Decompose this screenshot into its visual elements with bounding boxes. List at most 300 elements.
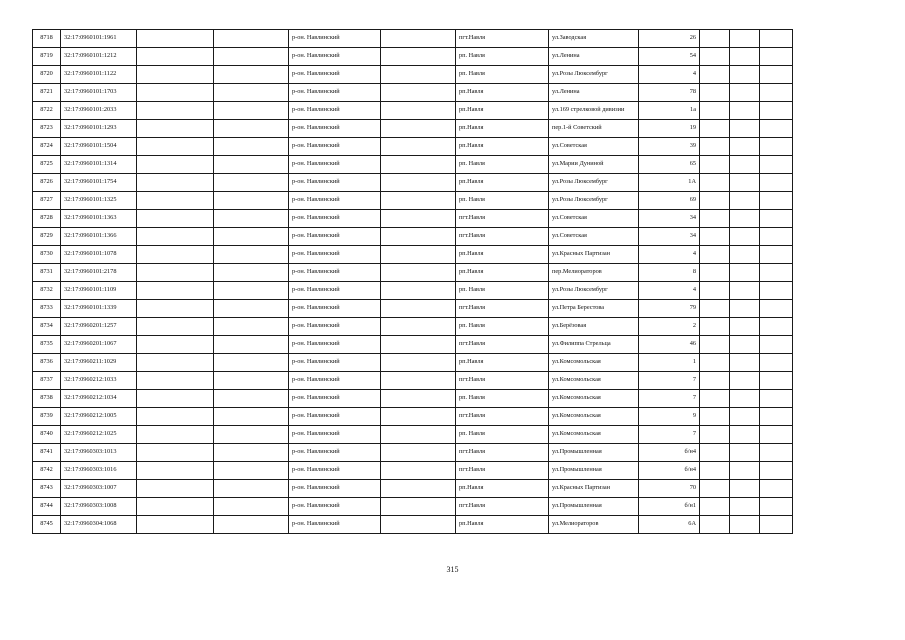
empty-cell <box>760 462 793 480</box>
house-number: 4 <box>639 282 700 300</box>
district: р-он. Навлинский <box>289 516 381 534</box>
table-row <box>33 156 793 174</box>
cadastral-number: 32:17:0960211:1029 <box>61 354 137 372</box>
empty-cell <box>381 480 456 498</box>
district: р-он. Навлинский <box>289 102 381 120</box>
cadastral-number: 32:17:0960303:1013 <box>61 444 137 462</box>
empty-cell <box>760 516 793 534</box>
empty-cell <box>700 426 730 444</box>
empty-cell <box>700 264 730 282</box>
table-row <box>33 30 793 48</box>
settlement: рп. Навля <box>456 282 549 300</box>
cadastral-number: 32:17:0960101:1339 <box>61 300 137 318</box>
settlement: рп.Навля <box>456 264 549 282</box>
house-number: б/н4 <box>639 462 700 480</box>
empty-cell <box>381 156 456 174</box>
cadastral-number: 32:17:0960303:1016 <box>61 462 137 480</box>
empty-cell <box>137 138 214 156</box>
empty-cell <box>730 138 760 156</box>
house-number: 69 <box>639 192 700 210</box>
empty-cell <box>214 264 289 282</box>
empty-cell <box>700 462 730 480</box>
settlement: пгт.Навля <box>456 444 549 462</box>
empty-cell <box>700 102 730 120</box>
record-number: 8743 <box>33 480 61 498</box>
street: ул.Мелиораторов <box>549 516 639 534</box>
empty-cell <box>700 156 730 174</box>
empty-cell <box>214 174 289 192</box>
house-number: 19 <box>639 120 700 138</box>
registry-table <box>32 29 793 534</box>
record-number: 8742 <box>33 462 61 480</box>
settlement: пгт.Навля <box>456 498 549 516</box>
empty-cell <box>137 480 214 498</box>
street: пер.1-й Советский <box>549 120 639 138</box>
empty-cell <box>760 300 793 318</box>
settlement: рп.Навля <box>456 480 549 498</box>
empty-cell <box>730 156 760 174</box>
empty-cell <box>214 30 289 48</box>
empty-cell <box>730 192 760 210</box>
settlement: пгт.Навля <box>456 228 549 246</box>
empty-cell <box>137 354 214 372</box>
house-number: 7 <box>639 426 700 444</box>
street: ул.Розы Люксембург <box>549 66 639 84</box>
empty-cell <box>137 318 214 336</box>
empty-cell <box>381 84 456 102</box>
empty-cell <box>760 30 793 48</box>
street: ул.Ленина <box>549 48 639 66</box>
empty-cell <box>730 300 760 318</box>
empty-cell <box>760 336 793 354</box>
record-number: 8733 <box>33 300 61 318</box>
empty-cell <box>730 498 760 516</box>
record-number: 8745 <box>33 516 61 534</box>
table-row <box>33 300 793 318</box>
record-number: 8744 <box>33 498 61 516</box>
empty-cell <box>730 462 760 480</box>
table-row <box>33 480 793 498</box>
district: р-он. Навлинский <box>289 228 381 246</box>
table-row <box>33 462 793 480</box>
table-row <box>33 138 793 156</box>
empty-cell <box>214 462 289 480</box>
table-row <box>33 444 793 462</box>
table-row <box>33 174 793 192</box>
empty-cell <box>730 408 760 426</box>
settlement: пгт.Навля <box>456 30 549 48</box>
settlement: пгт.Навля <box>456 462 549 480</box>
empty-cell <box>381 48 456 66</box>
record-number: 8728 <box>33 210 61 228</box>
table-row <box>33 426 793 444</box>
empty-cell <box>760 318 793 336</box>
empty-cell <box>760 372 793 390</box>
empty-cell <box>214 426 289 444</box>
house-number: 4 <box>639 246 700 264</box>
table-row <box>33 390 793 408</box>
empty-cell <box>137 156 214 174</box>
house-number: 1 <box>639 354 700 372</box>
street: ул.Промышленная <box>549 462 639 480</box>
empty-cell <box>700 516 730 534</box>
empty-cell <box>730 390 760 408</box>
cadastral-number: 32:17:0960101:1293 <box>61 120 137 138</box>
empty-cell <box>730 354 760 372</box>
empty-cell <box>760 102 793 120</box>
house-number: 65 <box>639 156 700 174</box>
empty-cell <box>730 228 760 246</box>
empty-cell <box>730 264 760 282</box>
table-row <box>33 84 793 102</box>
empty-cell <box>730 120 760 138</box>
empty-cell <box>381 336 456 354</box>
empty-cell <box>137 102 214 120</box>
record-number: 8739 <box>33 408 61 426</box>
district: р-он. Навлинский <box>289 48 381 66</box>
street: ул.Советская <box>549 228 639 246</box>
street: ул.Розы Люксембург <box>549 282 639 300</box>
empty-cell <box>760 138 793 156</box>
record-number: 8719 <box>33 48 61 66</box>
empty-cell <box>700 138 730 156</box>
street: ул.Марии Дуниной <box>549 156 639 174</box>
table-row <box>33 66 793 84</box>
cadastral-number: 32:17:0960303:1007 <box>61 480 137 498</box>
empty-cell <box>730 480 760 498</box>
street: ул.Розы Люксембург <box>549 174 639 192</box>
house-number: 34 <box>639 210 700 228</box>
empty-cell <box>700 282 730 300</box>
street: ул.Промышленная <box>549 498 639 516</box>
settlement: рп.Навля <box>456 354 549 372</box>
empty-cell <box>137 462 214 480</box>
empty-cell <box>760 192 793 210</box>
cadastral-number: 32:17:0960303:1008 <box>61 498 137 516</box>
street: ул.Советская <box>549 138 639 156</box>
empty-cell <box>381 30 456 48</box>
cadastral-number: 32:17:0960201:1067 <box>61 336 137 354</box>
street: ул.Комсомольская <box>549 372 639 390</box>
settlement: пгт.Навля <box>456 408 549 426</box>
table-row <box>33 102 793 120</box>
record-number: 8731 <box>33 264 61 282</box>
cadastral-number: 32:17:0960101:1504 <box>61 138 137 156</box>
empty-cell <box>730 372 760 390</box>
street: пер.Мелиораторов <box>549 264 639 282</box>
table-row <box>33 192 793 210</box>
settlement: рп. Навля <box>456 426 549 444</box>
empty-cell <box>137 336 214 354</box>
empty-cell <box>381 174 456 192</box>
house-number: 7 <box>639 372 700 390</box>
empty-cell <box>700 498 730 516</box>
cadastral-number: 32:17:0960101:1703 <box>61 84 137 102</box>
empty-cell <box>381 66 456 84</box>
table-row <box>33 120 793 138</box>
empty-cell <box>137 300 214 318</box>
settlement: рп.Навля <box>456 516 549 534</box>
empty-cell <box>137 282 214 300</box>
empty-cell <box>700 444 730 462</box>
empty-cell <box>760 228 793 246</box>
district: р-он. Навлинский <box>289 138 381 156</box>
settlement: пгт.Навля <box>456 372 549 390</box>
empty-cell <box>730 318 760 336</box>
empty-cell <box>700 30 730 48</box>
settlement: рп.Навля <box>456 246 549 264</box>
empty-cell <box>214 516 289 534</box>
empty-cell <box>700 390 730 408</box>
record-number: 8729 <box>33 228 61 246</box>
district: р-он. Навлинский <box>289 300 381 318</box>
house-number: 9 <box>639 408 700 426</box>
record-number: 8736 <box>33 354 61 372</box>
settlement: рп. Навля <box>456 156 549 174</box>
empty-cell <box>381 210 456 228</box>
table-row <box>33 516 793 534</box>
cadastral-number: 32:17:0960101:1325 <box>61 192 137 210</box>
record-number: 8726 <box>33 174 61 192</box>
empty-cell <box>137 210 214 228</box>
empty-cell <box>137 408 214 426</box>
empty-cell <box>214 156 289 174</box>
empty-cell <box>381 318 456 336</box>
empty-cell <box>760 84 793 102</box>
record-number: 8730 <box>33 246 61 264</box>
empty-cell <box>214 192 289 210</box>
record-number: 8724 <box>33 138 61 156</box>
empty-cell <box>214 372 289 390</box>
empty-cell <box>214 228 289 246</box>
page-number: 315 <box>446 565 459 574</box>
empty-cell <box>381 516 456 534</box>
empty-cell <box>381 264 456 282</box>
empty-cell <box>137 66 214 84</box>
settlement: рп.Навля <box>456 120 549 138</box>
empty-cell <box>214 138 289 156</box>
street: ул.169 стрелковой дивизии <box>549 102 639 120</box>
table-row <box>33 48 793 66</box>
settlement: рп. Навля <box>456 318 549 336</box>
cadastral-number: 32:17:0960304:1068 <box>61 516 137 534</box>
record-number: 8718 <box>33 30 61 48</box>
empty-cell <box>137 246 214 264</box>
cadastral-number: 32:17:0960101:1078 <box>61 246 137 264</box>
empty-cell <box>730 66 760 84</box>
street: ул.Розы Люксембург <box>549 192 639 210</box>
table-row <box>33 336 793 354</box>
empty-cell <box>760 426 793 444</box>
record-number: 8732 <box>33 282 61 300</box>
district: р-он. Навлинский <box>289 264 381 282</box>
empty-cell <box>214 120 289 138</box>
empty-cell <box>214 210 289 228</box>
empty-cell <box>214 336 289 354</box>
table-row <box>33 264 793 282</box>
house-number: 70 <box>639 480 700 498</box>
empty-cell <box>137 48 214 66</box>
settlement: рп. Навля <box>456 48 549 66</box>
cadastral-number: 32:17:0960101:1122 <box>61 66 137 84</box>
empty-cell <box>760 120 793 138</box>
street: ул.Красных Партизан <box>549 480 639 498</box>
house-number: 78 <box>639 84 700 102</box>
district: р-он. Навлинский <box>289 246 381 264</box>
empty-cell <box>730 30 760 48</box>
empty-cell <box>700 210 730 228</box>
empty-cell <box>137 444 214 462</box>
empty-cell <box>730 282 760 300</box>
empty-cell <box>760 354 793 372</box>
district: р-он. Навлинский <box>289 66 381 84</box>
district: р-он. Навлинский <box>289 354 381 372</box>
house-number: 54 <box>639 48 700 66</box>
cadastral-number: 32:17:0960201:1257 <box>61 318 137 336</box>
empty-cell <box>760 390 793 408</box>
district: р-он. Навлинский <box>289 336 381 354</box>
house-number: 1а <box>639 102 700 120</box>
street: ул.Советская <box>549 210 639 228</box>
house-number: 7 <box>639 390 700 408</box>
district: р-он. Навлинский <box>289 426 381 444</box>
street: ул.Берёзовая <box>549 318 639 336</box>
empty-cell <box>381 282 456 300</box>
table-row <box>33 228 793 246</box>
empty-cell <box>137 426 214 444</box>
empty-cell <box>381 444 456 462</box>
street: ул.Комсомольская <box>549 354 639 372</box>
settlement: рп.Навля <box>456 138 549 156</box>
cadastral-number: 32:17:0960101:1754 <box>61 174 137 192</box>
empty-cell <box>381 138 456 156</box>
empty-cell <box>214 48 289 66</box>
empty-cell <box>214 282 289 300</box>
empty-cell <box>137 192 214 210</box>
settlement: пгт.Навля <box>456 336 549 354</box>
empty-cell <box>760 408 793 426</box>
empty-cell <box>730 48 760 66</box>
street: ул.Заводская <box>549 30 639 48</box>
table-row <box>33 282 793 300</box>
empty-cell <box>760 66 793 84</box>
empty-cell <box>214 246 289 264</box>
empty-cell <box>137 264 214 282</box>
table-row <box>33 372 793 390</box>
empty-cell <box>700 354 730 372</box>
house-number: 6А <box>639 516 700 534</box>
street: ул.Промышленная <box>549 444 639 462</box>
empty-cell <box>700 372 730 390</box>
district: р-он. Навлинский <box>289 372 381 390</box>
district: р-он. Навлинский <box>289 120 381 138</box>
empty-cell <box>137 84 214 102</box>
settlement: пгт.Навля <box>456 300 549 318</box>
empty-cell <box>760 174 793 192</box>
empty-cell <box>214 444 289 462</box>
table-body <box>33 30 793 534</box>
district: р-он. Навлинский <box>289 210 381 228</box>
empty-cell <box>214 498 289 516</box>
empty-cell <box>700 318 730 336</box>
record-number: 8722 <box>33 102 61 120</box>
empty-cell <box>730 444 760 462</box>
settlement: пгт.Навля <box>456 210 549 228</box>
record-number: 8727 <box>33 192 61 210</box>
empty-cell <box>381 228 456 246</box>
district: р-он. Навлинский <box>289 318 381 336</box>
empty-cell <box>700 48 730 66</box>
empty-cell <box>137 372 214 390</box>
record-number: 8723 <box>33 120 61 138</box>
empty-cell <box>700 228 730 246</box>
street: ул.Комсомольская <box>549 426 639 444</box>
empty-cell <box>381 120 456 138</box>
cadastral-number: 32:17:0960212:1033 <box>61 372 137 390</box>
district: р-он. Навлинский <box>289 30 381 48</box>
empty-cell <box>760 282 793 300</box>
empty-cell <box>214 408 289 426</box>
empty-cell <box>137 390 214 408</box>
house-number: 4 <box>639 66 700 84</box>
house-number: 1А <box>639 174 700 192</box>
house-number: 46 <box>639 336 700 354</box>
empty-cell <box>137 30 214 48</box>
cadastral-number: 32:17:0960212:1025 <box>61 426 137 444</box>
district: р-он. Навлинский <box>289 462 381 480</box>
house-number: 39 <box>639 138 700 156</box>
empty-cell <box>700 120 730 138</box>
district: р-он. Навлинский <box>289 192 381 210</box>
street: ул.Комсомольская <box>549 390 639 408</box>
cadastral-number: 32:17:0960101:1363 <box>61 210 137 228</box>
record-number: 8721 <box>33 84 61 102</box>
empty-cell <box>760 48 793 66</box>
district: р-он. Навлинский <box>289 156 381 174</box>
house-number: б/н1 <box>639 498 700 516</box>
empty-cell <box>137 120 214 138</box>
empty-cell <box>700 66 730 84</box>
empty-cell <box>700 246 730 264</box>
district: р-он. Навлинский <box>289 444 381 462</box>
cadastral-number: 32:17:0960101:2178 <box>61 264 137 282</box>
empty-cell <box>137 174 214 192</box>
house-number: 8 <box>639 264 700 282</box>
empty-cell <box>214 66 289 84</box>
table-row <box>33 246 793 264</box>
record-number: 8735 <box>33 336 61 354</box>
empty-cell <box>381 498 456 516</box>
settlement: рп. Навля <box>456 66 549 84</box>
house-number: 79 <box>639 300 700 318</box>
empty-cell <box>730 336 760 354</box>
empty-cell <box>700 84 730 102</box>
empty-cell <box>381 192 456 210</box>
settlement: рп.Навля <box>456 84 549 102</box>
empty-cell <box>381 426 456 444</box>
empty-cell <box>381 390 456 408</box>
empty-cell <box>700 336 730 354</box>
district: р-он. Навлинский <box>289 282 381 300</box>
empty-cell <box>760 480 793 498</box>
empty-cell <box>137 228 214 246</box>
district: р-он. Навлинский <box>289 498 381 516</box>
house-number: 34 <box>639 228 700 246</box>
cadastral-number: 32:17:0960101:2033 <box>61 102 137 120</box>
district: р-он. Навлинский <box>289 480 381 498</box>
empty-cell <box>381 300 456 318</box>
empty-cell <box>730 426 760 444</box>
